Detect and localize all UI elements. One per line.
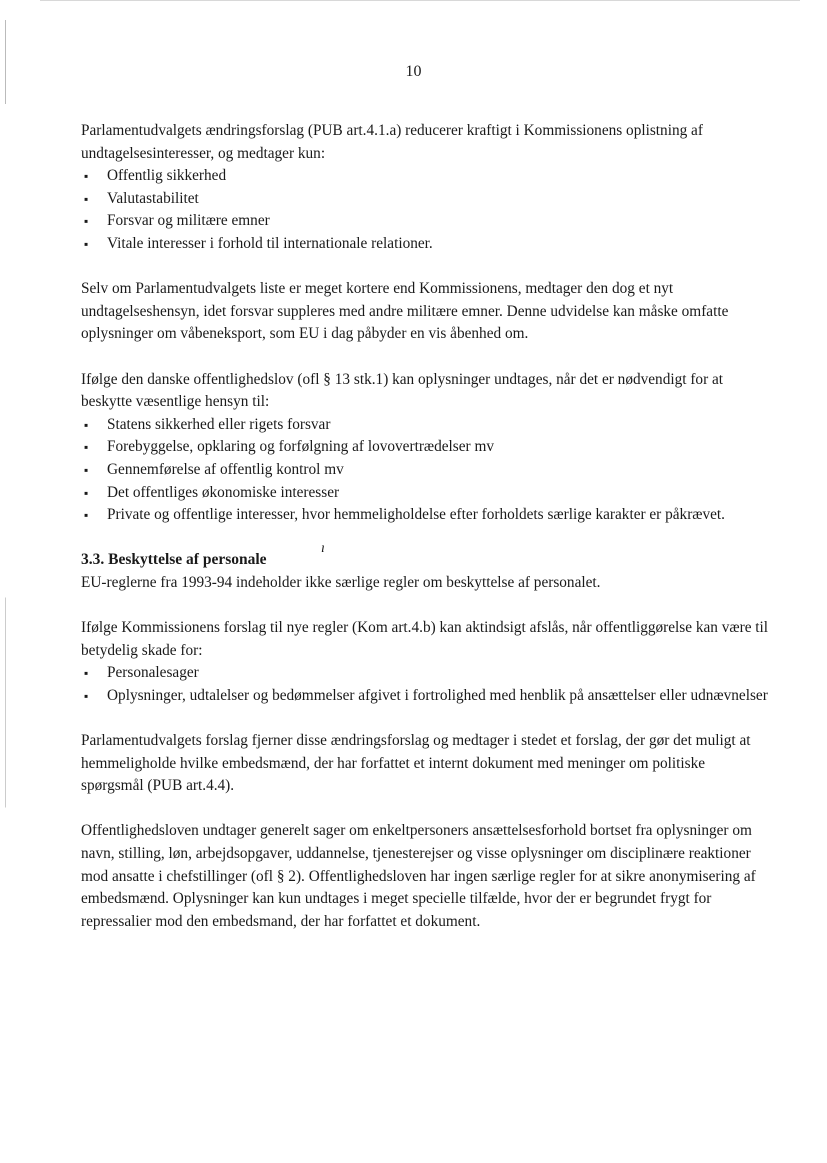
list-item xyxy=(81,459,771,482)
paragraph: Selv om Parlamentudvalgets liste er meget kortere end Kommissionens, medtager den dog et nyt undtagelseshensyn, idet forsvar suppleres med andre militære emner. Denne udvidelse kan måske omfatte oplysninger om våbeneksport, som EU i dag påbyder en vis åbenhed om. xyxy=(81,280,729,343)
list-item xyxy=(81,504,771,527)
list-item-text: Det offentliges økonomiske interesser xyxy=(107,483,340,501)
bullet-list xyxy=(81,662,771,707)
list-item xyxy=(81,210,771,233)
list-item-text: Forsvar og militære emner xyxy=(107,212,270,230)
bullet-icon: ▪ xyxy=(84,440,89,455)
paragraph: Parlamentudvalgets forslag fjerner disse ændringsforslag og medtager i stedet et forslag, der gør det muligt at hemmeligholde hvilke embedsmænd, der har forfattet et internt dokument med meninger om politiske spørgsmål (PUB art.4.4). xyxy=(81,732,751,795)
list-item-text: Private og offentlige interesser, hvor hemmeligholdelse efter forholdets særlige karakter er påkrævet. xyxy=(107,506,725,524)
list-item xyxy=(81,685,771,708)
bullet-icon: ▪ xyxy=(84,688,89,703)
bullet-icon: ▪ xyxy=(84,508,89,523)
scan-artifact-left xyxy=(5,20,6,1070)
list-item xyxy=(81,233,771,256)
list-item-text: Gennemførelse af offentlig kontrol mv xyxy=(107,460,344,478)
scan-edge-line xyxy=(40,0,800,1)
page-number: 10 xyxy=(405,63,422,80)
bullet-icon: ▪ xyxy=(84,191,89,206)
paragraph: Ifølge den danske offentlighedslov (ofl § 13 stk.1) kan oplysninger undtages, når det er nødvendigt for at beskytte væsentlige hensyn til: xyxy=(81,370,724,411)
list-item-text: Forebyggelse, opklaring og forfølgning af lovovertrædelser mv xyxy=(107,438,495,456)
list-item-text: Valutastabilitet xyxy=(107,189,199,207)
bullet-list xyxy=(81,165,771,255)
bullet-icon: ▪ xyxy=(84,462,89,477)
bullet-icon: ▪ xyxy=(84,214,89,229)
list-item xyxy=(81,188,771,211)
list-item xyxy=(81,482,771,505)
bullet-icon: ▪ xyxy=(84,236,89,251)
list-item xyxy=(81,414,771,437)
paragraph: EU-reglerne fra 1993-94 indeholder ikke særlige regler om beskyttelse af personalet. xyxy=(81,573,601,591)
list-item xyxy=(81,165,771,188)
section-heading: 3.3. Beskyttelse af personale xyxy=(81,551,267,569)
list-item-text: Vitale interesser i forhold til internationale relationer. xyxy=(107,234,433,252)
bullet-icon: ▪ xyxy=(84,666,89,681)
paragraph: Offentlighedsloven undtager generelt sager om enkeltpersoners ansættelsesforhold bortset fra oplysninger om navn, stilling, løn, arbejdsopgaver, uddannelse, tjenesterejser og visse oplysninger om disciplinære reaktioner mod ansatte i chefstillinger (ofl § 2). Offentlighedsloven har ingen særlige regler for at sikre anonymisering af embedsmænd. Oplysninger kan kun undtages i meget specielle tilfælde, hvor der er begrundet frygt for repressalier mod den embedsmand, der har forfattet et dokument. xyxy=(81,822,756,930)
stray-pen-mark: ı xyxy=(321,541,325,556)
bullet-icon: ▪ xyxy=(84,417,89,432)
list-item-text: Offentlig sikkerhed xyxy=(107,167,227,185)
bullet-icon: ▪ xyxy=(84,485,89,500)
bullet-list xyxy=(81,414,771,527)
bullet-icon: ▪ xyxy=(84,169,89,184)
paragraph: Ifølge Kommissionens forslag til nye regler (Kom art.4.b) kan aktindsigt afslås, når offentliggørelse kan være til betydelig skade for: xyxy=(81,619,769,659)
list-item xyxy=(81,436,771,459)
list-item-text: Personalesager xyxy=(107,664,199,682)
list-item-text: Oplysninger, udtalelser og bedømmelser afgivet i fortrolighed med henblik på ansættelser eller udnævnelser xyxy=(107,686,768,704)
paragraph: Parlamentudvalgets ændringsforslag (PUB art.4.1.a) reducerer kraftigt i Kommissionens oplistning af undtagelsesinteresser, og medtager kun: xyxy=(81,122,703,162)
document-body xyxy=(81,120,771,933)
list-item-text: Statens sikkerhed eller rigets forsvar xyxy=(107,415,331,433)
list-item xyxy=(81,662,771,685)
